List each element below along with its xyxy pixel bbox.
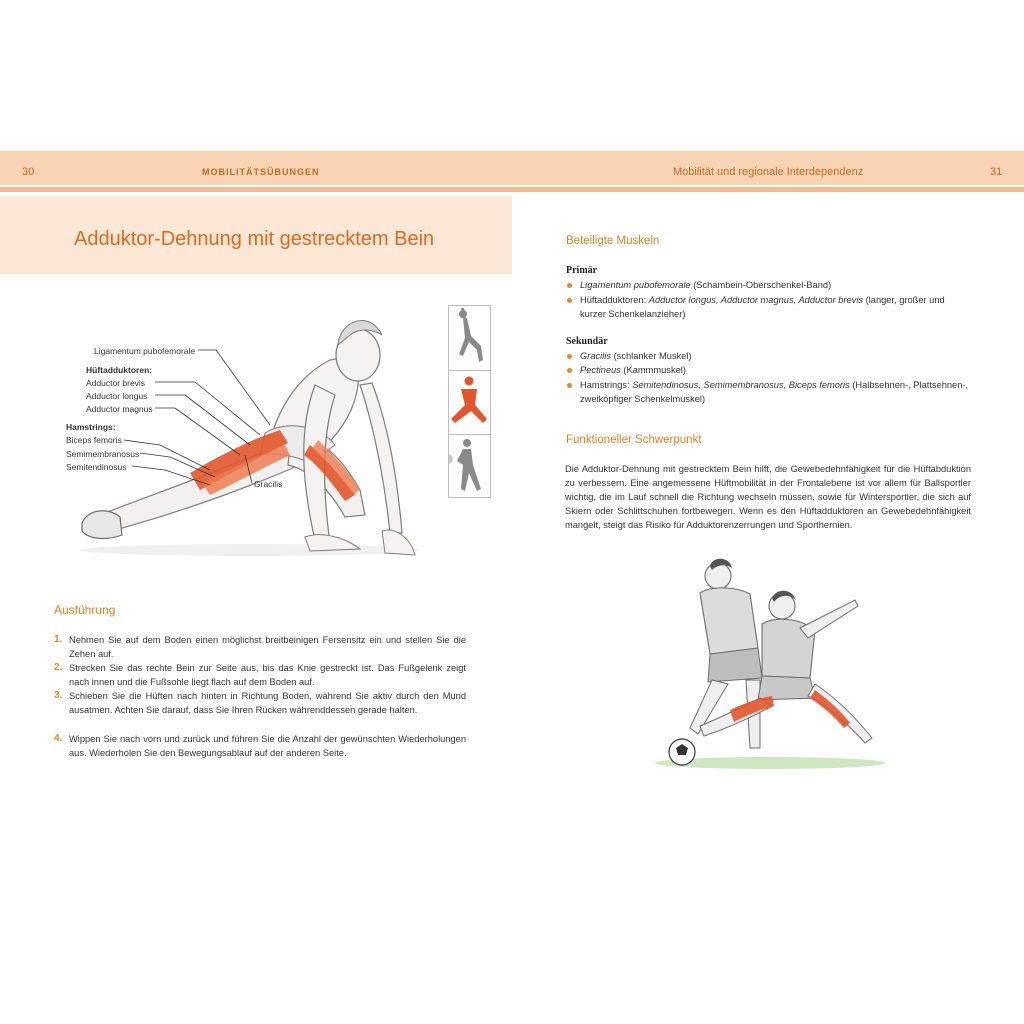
label-hamstrings-heading: Hamstrings: xyxy=(66,422,116,432)
header-band xyxy=(0,151,1024,185)
left-page-number: 30 xyxy=(22,166,35,178)
header-rule xyxy=(0,187,1024,192)
label-ligamentum: Ligamentum pubofemorale xyxy=(94,346,196,356)
right-running-head: Mobilität und regionale Interdependenz xyxy=(673,166,864,178)
page-title: Adduktor-Dehnung mit gestrecktem Bein xyxy=(74,228,435,250)
label-adductor-magnus: Adductor magnus xyxy=(86,404,153,414)
label-adductor-brevis: Adductor brevis xyxy=(86,378,146,388)
right-page-number: 31 xyxy=(990,166,1003,178)
primary-muscle-item: Hüftadduktoren: Adductor longus, Adductor magnus, Adductor brevis (langer, großer und kurzer Schenkelanzieher) xyxy=(567,293,972,322)
focus-paragraph: Die Adduktor-Dehnung mit gestrecktem Bein hilft, die Gewebedehnfähigkeit für die Hüftabduktion zu verbessern. Eine angemessene Hüftmobilität in der Frontalebene ist vor allem für Ballsportler wichtig, die im Lauf schnell die Richtung wechseln müssen, sowie für Wintersportler, die sich auf Skiern oder Schlittschuhen fortbewegen. Wenn es den Hüftadduktoren an Gewebedehnfähigkeit mangelt, steigt das Risiko für Adduktorenzerrungen und Sporthernien. xyxy=(565,464,971,531)
standing-lunge-icon xyxy=(449,306,490,369)
label-adductor-longus: Adductor longus xyxy=(86,391,148,401)
bullet-icon xyxy=(567,354,572,359)
ball-pass-icon xyxy=(449,434,490,498)
secondary-heading: Sekundär xyxy=(566,336,608,347)
secondary-muscle-item: Pectineus (Kammmuskel) xyxy=(567,363,972,377)
bullet-icon xyxy=(567,368,572,373)
side-lunge-stretch-icon xyxy=(449,370,490,434)
bullet-icon xyxy=(567,383,572,388)
step-item: 3. Schieben Sie die Hüften nach hinten in Richtung Boden, während Sie aktiv durch den Mund ausatmen. Achten Sie darauf, dass Sie Ihren Rücken währenddessen gerade halten. xyxy=(54,690,466,716)
secondary-muscle-item: Gracilis (schlanker Muskel) xyxy=(567,349,972,363)
left-running-head: MOBILITÄTSÜBUNGEN xyxy=(202,167,320,177)
soccer-illustration xyxy=(650,558,890,773)
primary-muscle-item: Ligamentum pubofemorale (Schambein-Oberschenkel-Band) xyxy=(567,278,972,292)
step-item: 1. Nehmen Sie auf dem Boden einen möglichst breitbeinigen Fersensitz ein und stellen Sie die Zehen auf. xyxy=(54,634,466,660)
bullet-icon xyxy=(567,283,572,288)
focus-heading: Funktioneller Schwerpunkt xyxy=(566,434,702,446)
label-biceps-femoris: Biceps femoris xyxy=(66,435,122,445)
label-gracilis: Gracilis xyxy=(254,479,283,489)
label-adductors-heading: Hüftadduktoren: xyxy=(86,365,153,375)
label-semimembranosus: Semimembranosus xyxy=(66,449,140,459)
step-item: 2. Strecken Sie das rechte Bein zur Seite aus, bis das Knie gestreckt ist. Das Fußgelenk zeigt nach innen und die Fußsohle liegt flach auf dem Boden auf. xyxy=(54,662,466,688)
execution-heading: Ausführung xyxy=(54,603,116,617)
muscles-heading: Beteiligte Muskeln xyxy=(566,235,660,247)
primary-heading: Primär xyxy=(566,265,598,276)
exercise-icon-stack xyxy=(448,305,491,498)
bullet-icon xyxy=(567,298,572,303)
secondary-muscle-item: Hamstrings: Semitendinosus, Semimembranosus, Biceps femoris (Halbsehnen-, Plattsehnen-, zweiköpfiger Schenkelmuskel) xyxy=(567,378,972,407)
step-item: 4. Wippen Sie nach vorn und zurück und führen Sie die Anzahl der gewünschten Wiederholungen aus. Wiederholen Sie den Bewegungsablauf auf der anderen Seite. xyxy=(54,733,466,759)
label-semitendinosus: Semitendinosus xyxy=(66,462,127,472)
